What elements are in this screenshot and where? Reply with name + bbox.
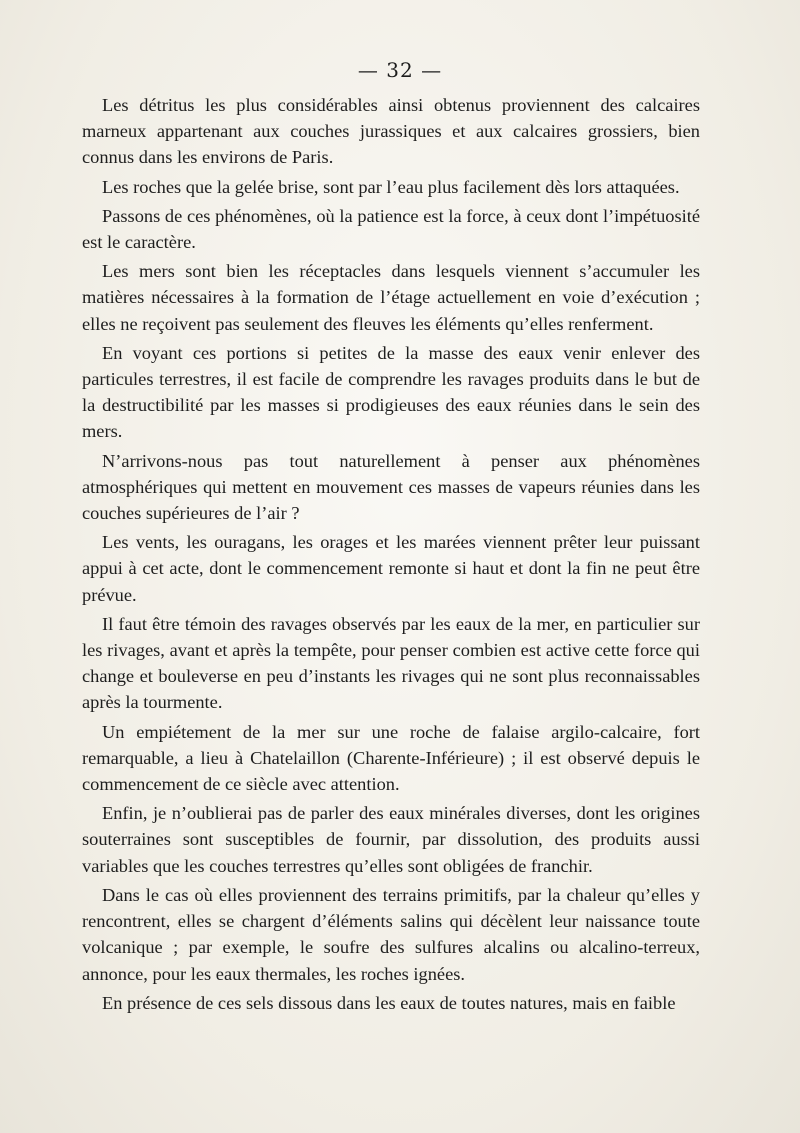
- body-text: [82, 92, 700, 1019]
- paragraph: En voyant ces portions si petites de la masse des eaux venir enlever des particules terrestres, il est facile de comprendre les ravages produits dans le but de la destructibilité par les masses si prodigieuses des eaux réunies dans le sein des mers.: [82, 342, 700, 442]
- paragraph: Les détritus les plus considérables ainsi obtenus proviennent des calcaires marneux appartenant aux couches jurassiques et aux calcaires grossiers, bien connus dans les environs de Paris.: [82, 95, 700, 168]
- paragraph: Passons de ces phénomènes, où la patience est la force, à ceux dont l’impétuosité est le caractère.: [82, 205, 700, 253]
- paragraph: Enfin, je n’oublierai pas de parler des eaux minérales diverses, dont les origines souterraines sont susceptibles de fournir, par dissolution, des produits aussi variables que les couches terrestres qu’elles sont obligées de franchir.: [82, 803, 700, 876]
- paragraph: Les mers sont bien les réceptacles dans lesquels viennent s’accumuler les matières nécessaires à la formation de l’étage actuellement en voie d’exécution ; elles ne reçoivent pas seulement des fleuves les éléments qu’elles renferment.: [82, 261, 700, 334]
- paragraph: Dans le cas où elles proviennent des terrains primitifs, par la chaleur qu’elles y rencontrent, elles se chargent d’éléments salins qui décèlent leur naissance toute volcanique ; par exemple, le soufre des sulfures alcalins ou alcalino-terreux, annonce, pour les eaux thermales, les roches ignées.: [82, 884, 700, 984]
- paragraph: Les roches que la gelée brise, sont par l’eau plus facilement dès lors attaquées.: [102, 176, 680, 197]
- paragraph: Un empiétement de la mer sur une roche de falaise argilo-calcaire, fort remarquable, a lieu à Chatelaillon (Charente-Inférieure) ; il est observé depuis le commencement de ce siècle avec attention.: [82, 721, 700, 795]
- paragraph: N’arrivons-nous pas tout naturellement à penser aux phénomènes atmosphériques qui mettent en mouvement ces masses de vapeurs réunies dans les couches supérieures de l’air ?: [82, 450, 700, 524]
- paragraph: En présence de ces sels dissous dans les eaux de toutes natures, mais en faible: [102, 992, 676, 1013]
- page-number: — 32 —: [357, 58, 443, 82]
- paragraph: Les vents, les ouragans, les orages et les marées viennent prêter leur puissant appui à cet acte, dont le commencement remonte si haut et dont la fin ne peut être prévue.: [82, 532, 700, 605]
- paragraph: Il faut être témoin des ravages observés par les eaux de la mer, en particulier sur les rivages, avant et après la tempête, pour penser combien est active cette force qui change et bouleverse en peu d’instants les rivages qui ne sont plus reconnaissables après la tourmente.: [82, 613, 700, 713]
